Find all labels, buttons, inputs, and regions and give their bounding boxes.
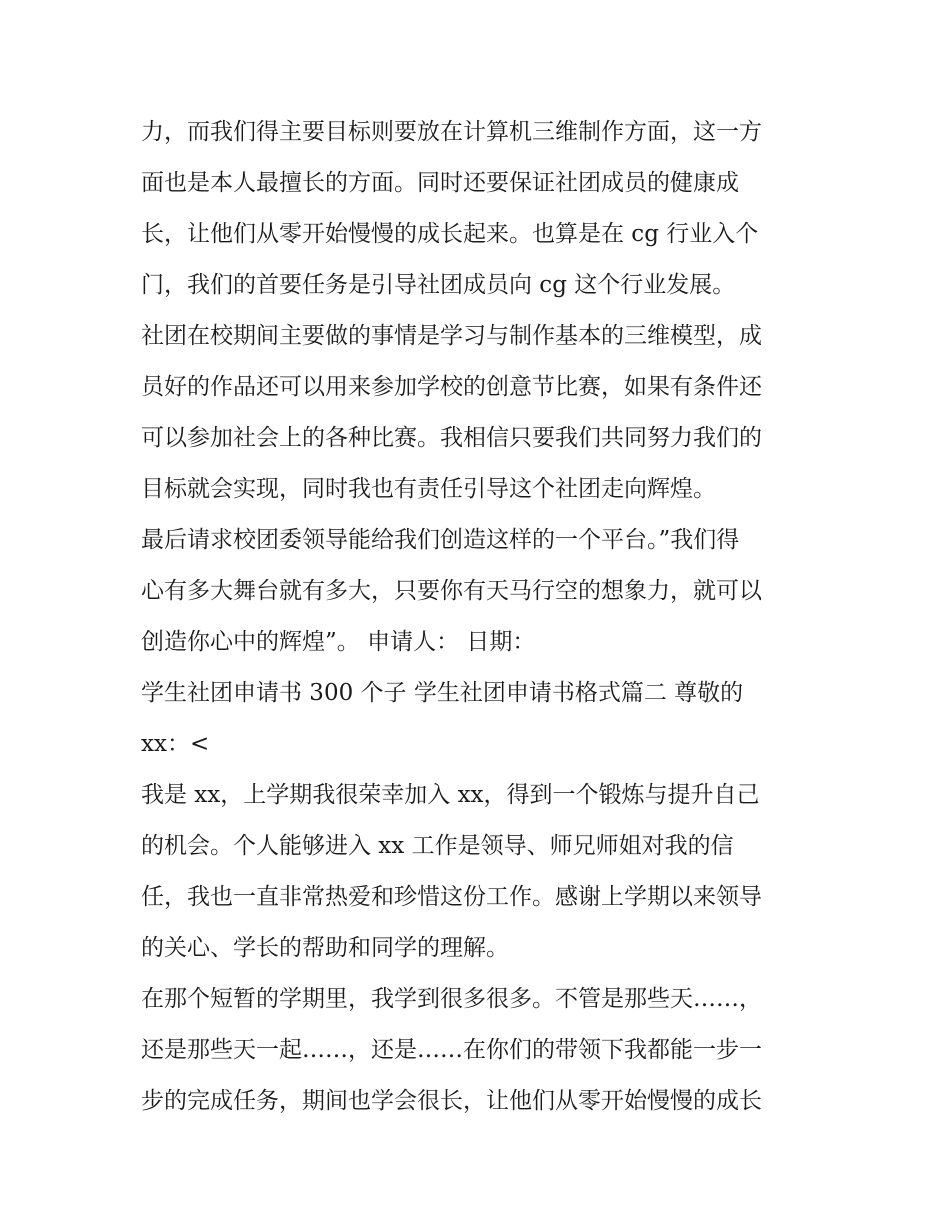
text-line: 面也是本人最擅长的方面。同时还要保证社团成员的健康成 [141,170,739,196]
text-line: 创造你心中的辉煌”。 申请人： 日期： [141,629,536,655]
text-line: 社团在校期间主要做的事情是学习与制作基本的三维模型，成 [141,323,762,349]
text-line: 门，我们的首要任务是引导社团成员向 cg 这个行业发展。 [141,272,736,298]
text-line: 员好的作品还可以用来参加学校的创意节比赛，如果有条件还 [141,374,762,400]
text-line: 长，让他们从零开始慢慢的成长起来。也算是在 cg 行业入个 [141,221,759,247]
text-line: 心有多大舞台就有多大，只要你有天马行空的想象力，就可以 [141,578,762,604]
text-line: 的机会。个人能够进入 xx 工作是领导、师兄师姐对我的信 [141,833,734,859]
text-line: 任，我也一直非常热爱和珍惜这份工作。感谢上学期以来领导 [141,884,762,910]
text-line: xx：< [141,731,210,757]
text-line: 的关心、学长的帮助和同学的理解。 [141,935,509,961]
text-line: 力，而我们得主要目标则要放在计算机三维制作方面，这一方 [141,119,762,145]
text-line: 我是 xx，上学期我很荣幸加入 xx，得到一个锻炼与提升自己 [141,782,760,808]
text-line: 最后请求校团委领导能给我们创造这样的一个平台。”我们得 [141,527,740,553]
text-line: 目标就会实现，同时我也有责任引导这个社团走向辉煌。 [141,476,716,502]
text-line: 学生社团申请书 300 个子 学生社团申请书格式篇二 尊敬的 [141,680,744,706]
text-line: 在那个短暂的学期里，我学到很多很多。不管是那些天……， [141,986,762,1012]
document-body [141,107,821,1127]
text-line: 可以参加社会上的各种比赛。我相信只要我们共同努力我们的 [141,425,762,451]
text-line: 还是那些天一起……，还是……在你们的带领下我都能一步一 [141,1037,762,1063]
text-line: 步的完成任务，期间也学会很长，让他们从零开始慢慢的成长 [141,1088,762,1114]
